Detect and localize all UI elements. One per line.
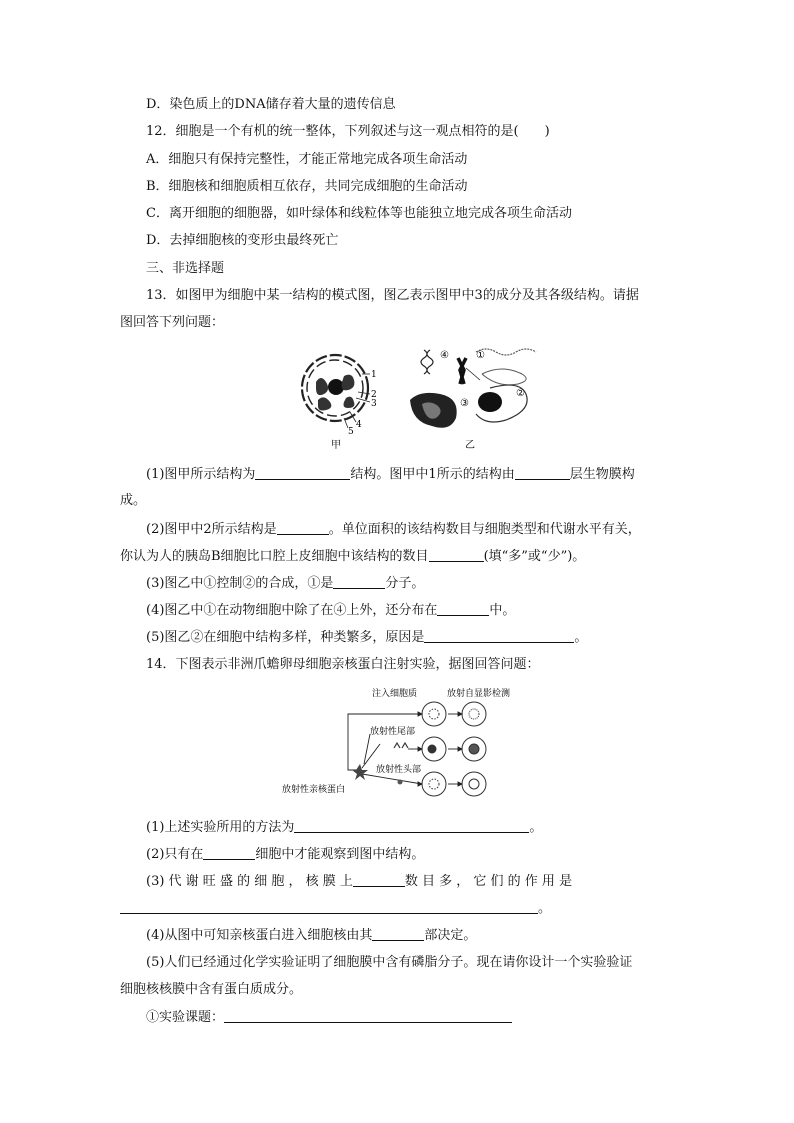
q13-stem-line2: 图回答下列问题： [120,315,225,330]
q13-stem-line1: 13．如图甲为细胞中某一结构的模式图，图乙表示图甲中3的成分及其各级结构。请据 [146,288,639,303]
yi-label-3: ③ [460,398,469,409]
label-tail: 放射性尾部 [370,727,416,737]
figure-13 [290,340,550,455]
q14-part1: (1)上述实验所用的方法为 。 [146,820,543,835]
jia-label-1: 1 [371,370,377,380]
chromatin-diagram [410,349,536,428]
answer-blank[interactable] [224,1008,512,1023]
q12-option-c: C．离开细胞的细胞器，如叶绿体和线粒体等也能独立地完成各项生命活动 [146,206,572,221]
answer-blank[interactable] [255,465,350,480]
q12-option-d: D．去掉细胞核的变形虫最终死亡 [146,233,339,248]
q13-part3: (3)图乙中①控制②的合成，①是 分子。 [146,576,425,591]
protein-icon [352,764,368,780]
jia-label-2: 2 [371,390,377,400]
q14-part5-cont: 细胞核核膜中含有蛋白质成分。 [120,982,303,997]
yi-label-4: ④ [440,350,449,361]
q13-part5: (5)图乙②在细胞中结构多样，种类繁多，原因是 。 [146,630,588,645]
answer-blank[interactable] [437,601,489,616]
answer-blank[interactable] [120,899,538,914]
jia-label-4: 4 [356,420,362,430]
nucleus-diagram [302,355,377,437]
q12-option-a: A．细胞只有保持完整性，才能正常地完成各项生命活动 [146,152,468,167]
q14-part5-topic: ①实验课题： [146,1008,512,1027]
section-heading: 三、非选择题 [146,261,225,276]
figure-14 [282,684,544,802]
answer-blank[interactable] [294,818,529,833]
answer-blank[interactable] [424,628,574,643]
caption-jia: 甲 [331,440,341,451]
q12-option-b: B．细胞核和细胞质相互依存，共同完成细胞的生命活动 [146,179,468,194]
caption-yi: 乙 [465,440,475,451]
label-head: 放射性头部 [376,765,422,775]
answer-blank[interactable] [515,465,570,480]
q14-part5: (5)人们已经通过化学实验证明了细胞膜中含有磷脂分子。现在请你设计一个实验验证 [146,955,633,970]
q14-part3-cont: 。 [120,899,551,918]
yi-label-1: ① [476,350,485,361]
answer-blank[interactable] [203,845,255,860]
q14-part3: (3) 代 谢 旺 盛 的 细 胞 ， 核 膜 上 数 目 多 ， 它 们 的 作 用 是 [146,874,573,889]
q12-stem: 12．细胞是一个有机的统一整体，下列叙述与这一观点相符的是( ) [146,124,550,139]
q14-part4: (4)从图中可知亲核蛋白进入细胞核由其 部决定。 [146,928,477,943]
q13-part1-cont: 成。 [120,493,147,508]
q11-option-d: D．染色质上的DNA储存着大量的遗传信息 [146,97,396,112]
q13-part2: (2)图甲中2所示结构是 。单位面积的该结构数目与细胞类型和代谢水平有关， [146,522,641,537]
jia-label-5: 5 [348,427,354,437]
answer-blank[interactable] [277,520,329,535]
label-protein: 放射性亲核蛋白 [282,785,346,795]
header-detect: 放射自显影检测 [447,689,511,699]
answer-blank[interactable] [429,547,484,562]
yi-label-2: ② [516,388,525,399]
answer-blank[interactable] [372,926,424,941]
q13-part2-cont: 你认为人的胰岛B细胞比口腔上皮细胞中该结构的数目 (填“多”或“少”)。 [120,549,586,564]
q13-part1: (1)图甲所示结构为 结构。图甲中1所示的结构由 层生物膜构 [146,467,635,482]
header-inject: 注入细胞质 [372,689,418,699]
q14-part2: (2)只有在 细胞中才能观察到图中结构。 [146,847,425,862]
q13-part4: (4)图乙中①在动物细胞中除了在④上外，还分布在 中。 [146,603,516,618]
answer-blank[interactable] [333,574,385,589]
answer-blank[interactable] [353,872,405,887]
q14-stem: 14．下图表示非洲爪蟾卵母细胞亲核蛋白注射实验，据图回答问题： [146,657,540,672]
jia-label-3: 3 [371,399,377,409]
